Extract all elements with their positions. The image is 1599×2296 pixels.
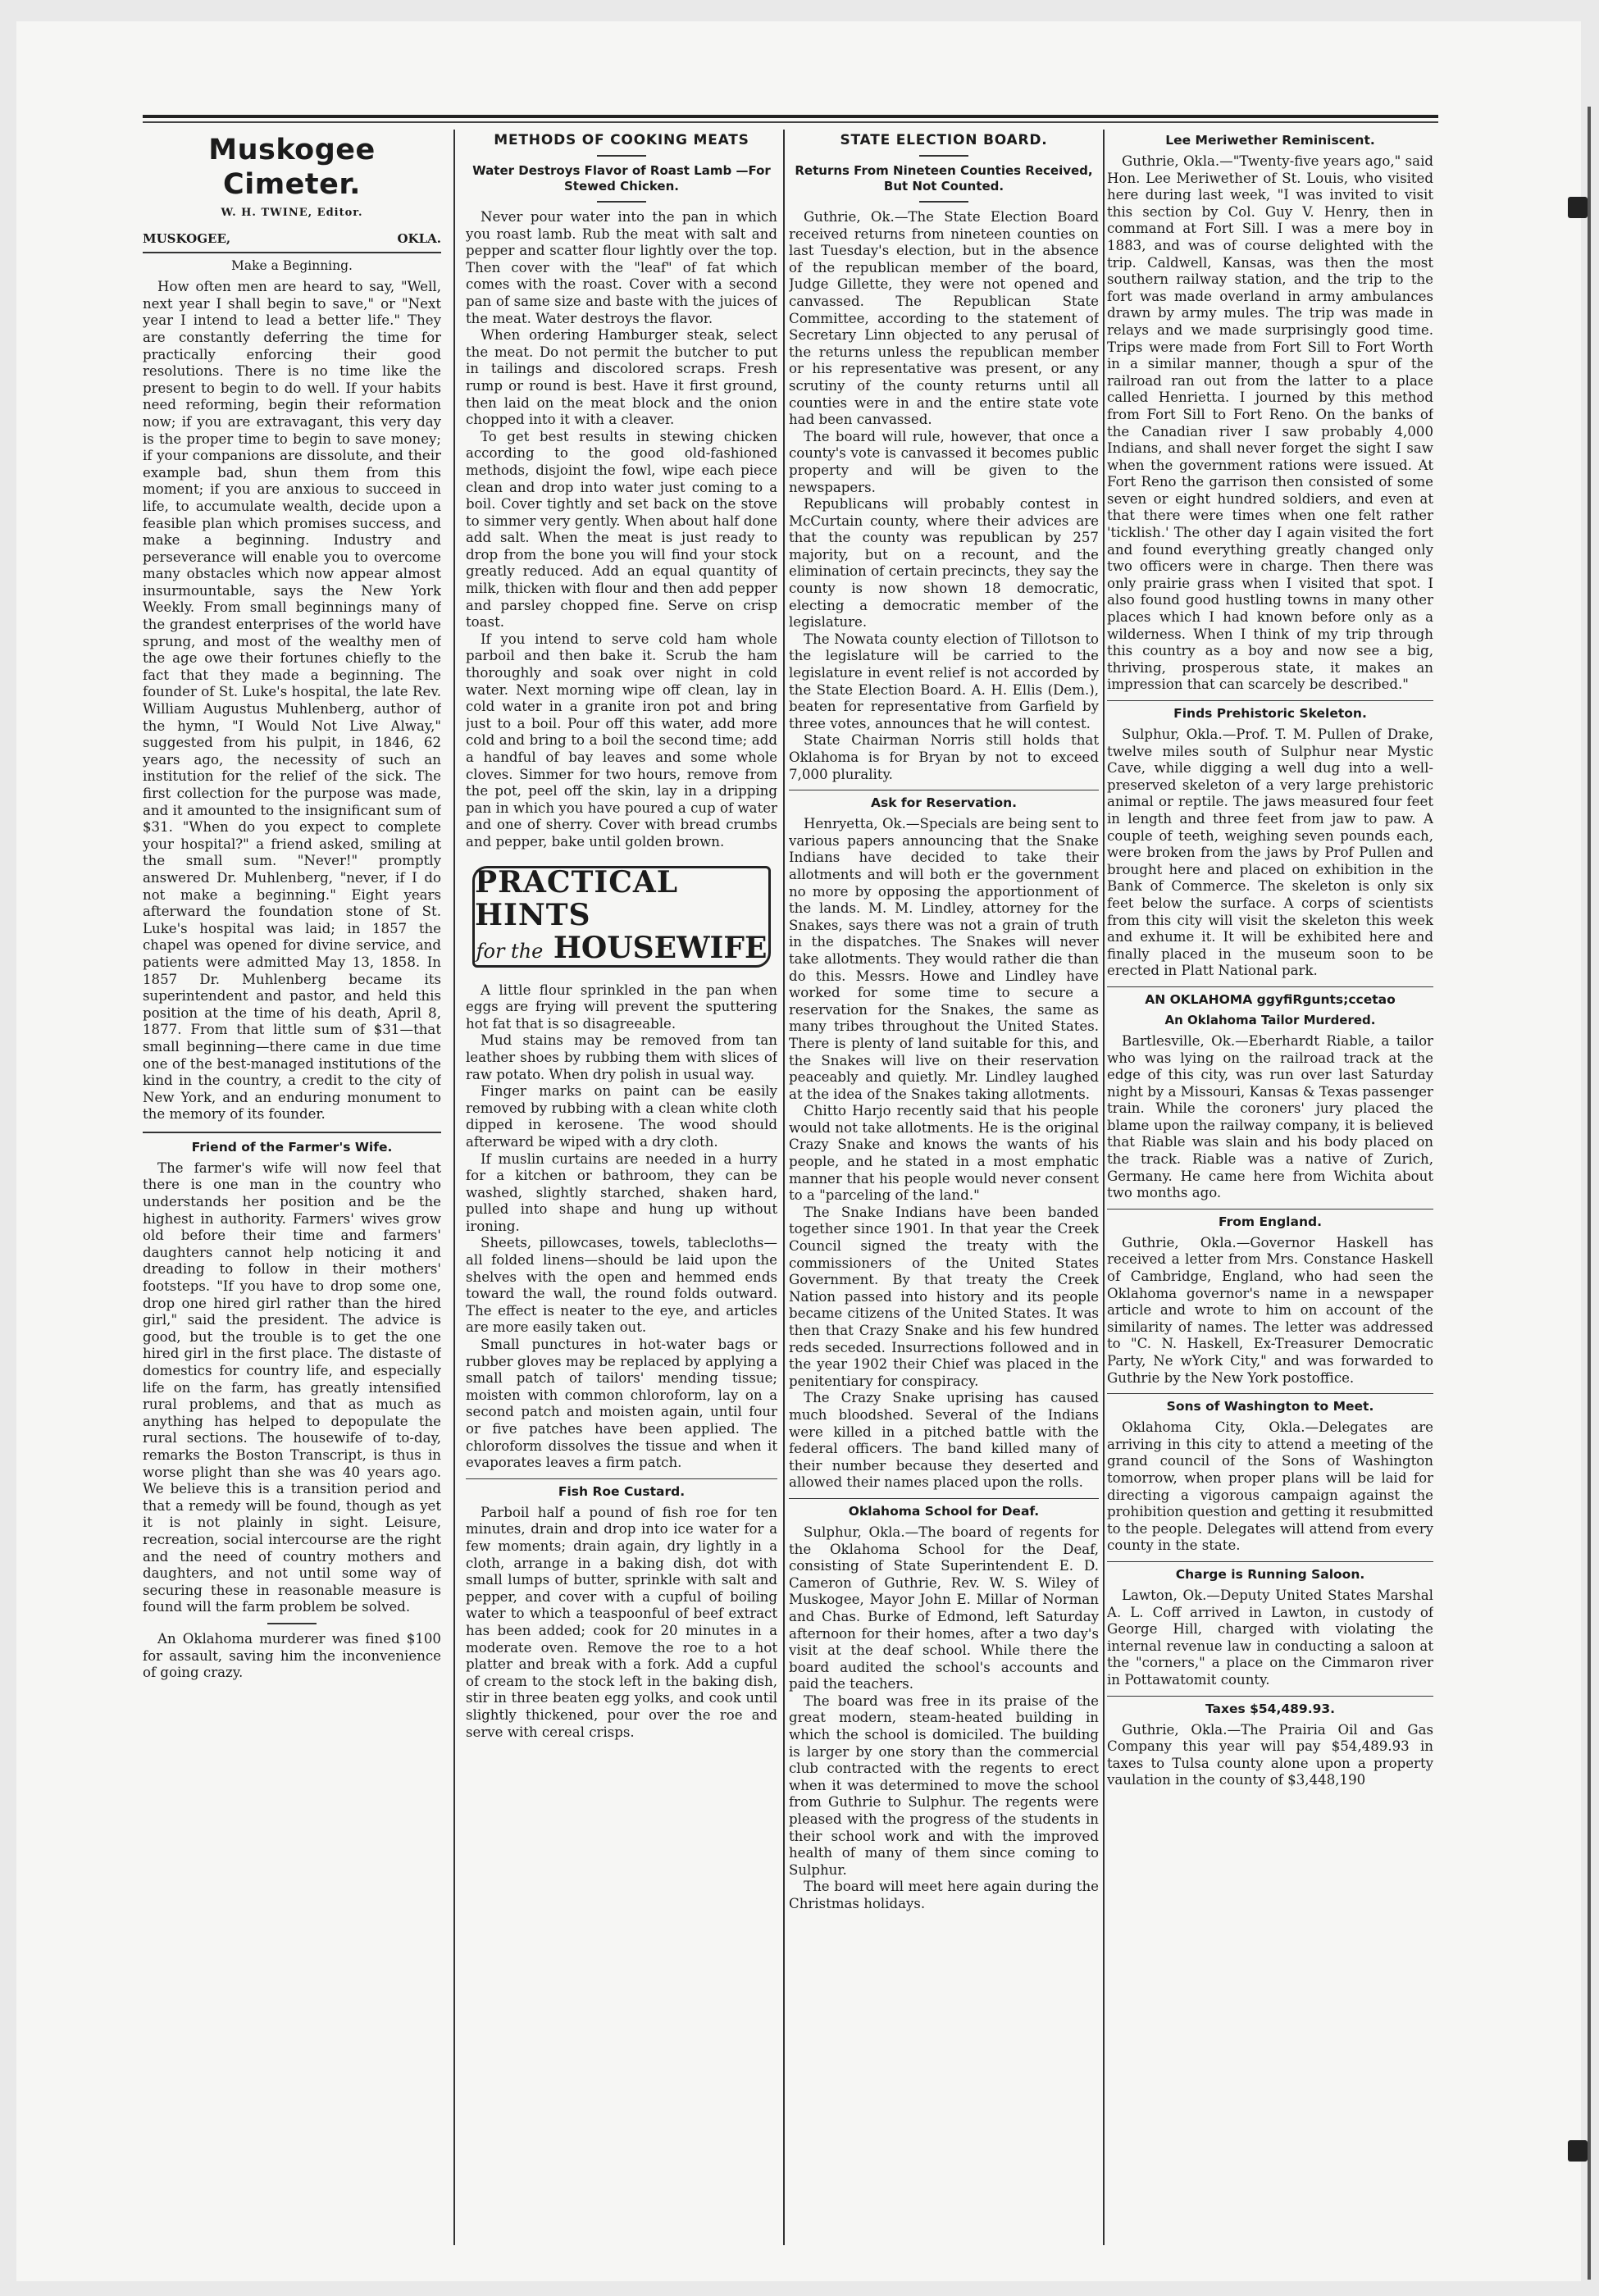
article-subheading: Water Destroys Flavor of Roast Lamb —For Stewed Chicken.	[472, 163, 771, 194]
article-body: The Crazy Snake uprising has caused much bloodshed. Several of the Indians were killed in a pitched battle with the federal officers. The band killed many of their number because they deserted and allowed their names placed upon the rolls.	[789, 1390, 1099, 1491]
article-body: Guthrie, Okla.—The Prairia Oil and Gas Company this year will pay $54,489.93 in taxes to Tulsa county alone upon a property vaulation in the county of $3,448,190	[1107, 1721, 1433, 1788]
article-body: The Snake Indians have been banded together since 1901. In that year the Creek Council signed the treaty with the commissioners of the United States Government. By that treaty the Creek Nation passed into history and its people became citizens of the United States. It was then that Crazy Snake and his few hundred reds seceded. Insurrections followed and in the year 1902 their Chief was placed in the penitentiary for conspiracy.	[789, 1204, 1099, 1389]
article-body: Henryetta, Ok.—Specials are being sent to various papers announcing that the Snake Indians have decided to take their allotments and will both er the government no more by opposing the apportionment of the lands. M. M. Lindley, attorney for the Snakes, says there was not a grain of truth in the dispatches. The Snakes will never take allotments. They would rather die than do this. Messrs. Howe and Lindley have worked for some time to secure a reservation for the Snakes, the same as many tribes throughout the United States. There is plenty of land suitable for this, and the Snakes will live on their reservation peaceably and quietly. Mr. Lindley laughed at the idea of the Snakes taking allotments.	[789, 816, 1099, 1102]
place-left: MUSKOGEE,	[143, 230, 231, 246]
article-body: If you intend to serve cold ham whole parboil and then bake it. Scrub the ham thoroughly and soak over night in cold water. Next morning wipe off clean, lay in cold water in a granite iron pot and bring just to a boil. Pour off this water, add more cold and bring to a boil the second time; add a handful of bay leaves and some whole cloves. Simmer for two hours, remove from the pot, peel off the skin, lay in a dripping pan in which you have poured a cup of water and one of sherry. Cover with bread crumbs and pepper, bake until golden brown.	[466, 631, 777, 850]
short-rule	[597, 155, 646, 157]
article-heading: Lee Meriwether Reminiscent.	[1165, 133, 1375, 148]
article-body: Republicans will probably contest in McCurtain county, where their advices are that the county was republican by 257 majority, but on a recount, and the elimination of certain precincts, they say the county is now shown 18 democratic, electing a democratic member of the legislature.	[789, 496, 1099, 631]
article-body: Sulphur, Okla.—Prof. T. M. Pullen of Drake, twelve miles south of Sulphur near Mystic Cave, while digging a well dug into a well-preserved skeleton of a very large prehistoric animal or reptile. The jaws measured four feet in length and three feet from jaw to paw. A couple of teeth, weighing seven pounds each, were broken from the jaws by Prof Pullen and brought here and placed on exhibition in the Bank of Commerce. The skeleton is only six feet below the surface. A corps of scientists from this city will visit the skeleton this week and exhume it. It will be exhibited here and finally placed in the museum soon to be erected in Platt National park.	[1107, 727, 1433, 979]
article-separator	[143, 1132, 441, 1133]
masthead-title: Muskogee Cimeter.	[208, 134, 376, 201]
page-edge	[1588, 107, 1591, 2280]
practical-hints-banner	[472, 866, 771, 968]
column-2	[466, 130, 777, 2262]
article-body: An Oklahoma murderer was fined $100 for assault, saving him the inconvenience of going crazy.	[143, 1630, 441, 1681]
article-heading: Ask for Reservation.	[870, 795, 1018, 811]
article-separator	[1107, 1696, 1433, 1697]
article-body: Parboil half a pound of fish roe for ten minutes, drain and drop into ice water for a few moments; drain again, dry lightly in a cloth, arrange in a baking dish, dot with small lumps of butter, sprinkle with salt and pepper, and cover with a cupful of boiling water to which a teaspoonful of beef extract has been added; cook for 20 minutes in a moderate oven. Remove the roe to a hot platter and break with a fork. Add a cupful of cream to the stock left in the baking dish, stir in three beaten egg yolks, and cook until slightly thickened, pour over the roe and serve with cereal crisps.	[466, 1504, 777, 1740]
banner-line-2	[476, 932, 768, 968]
article-separator	[1107, 1209, 1433, 1210]
article-heading: Fish Roe Custard.	[558, 1483, 686, 1499]
hint-item: Sheets, pillowcases, towels, tablecloths—all folded linens—should be laid upon the shelves with the open and hemmed ends toward the wall, the round folds outward. The effect is neater to the eye, and articles are more easily taken out.	[466, 1235, 777, 1336]
article-separator	[789, 1498, 1099, 1499]
article-body: Never pour water into the pan in which you roast lamb. Rub the meat with salt and pepper and scatter flour lightly over the top. Then cover with the "leaf" of fat which comes with the roast. Cover with a second pan of same size and baste with the juices of the meat. Water destroys the flavor.	[466, 209, 777, 326]
article-heading: Charge is Running Saloon.	[1175, 1566, 1365, 1582]
article-body: The Nowata county election of Tillotson to the legislature will be carried to the legislature in event relief is not accorded by the State Election Board. A. H. Ellis (Dem.), beaten for representative from Garfield by three votes, announces that he will contest.	[789, 631, 1099, 731]
dateline	[143, 230, 441, 254]
article-subheading: Returns From Nineteen Counties Received, But Not Counted.	[795, 163, 1093, 194]
article-body: State Chairman Norris still holds that Oklahoma is for Bryan by not to exceed 7,000 plurality.	[789, 732, 1099, 782]
hint-item: Finger marks on paint can be easily removed by rubbing with a clean white cloth dipped in kerosene. The wood should afterward be wiped with a dry cloth.	[466, 1083, 777, 1150]
article-heading: Finds Prehistoric Skeleton.	[1173, 706, 1367, 721]
article-body: Chitto Harjo recently said that his people would not take allotments. He is the original Crazy Snake and knows the wants of his people, and he stated in a most emphatic manner that his people would never consent to a "parceling of the land."	[789, 1103, 1099, 1204]
binding-mark	[1568, 197, 1588, 218]
article-separator	[1107, 700, 1433, 701]
article-separator	[1107, 1393, 1433, 1394]
article-body: Sulphur, Okla.—The board of regents for the Oklahoma School for the Deaf, consisting of State Superintendent E. D. Cameron of Guthrie, Rev. W. S. Wiley of Muskogee, Mayor John E. Millar of Norman and Chas. Burke of Edmond, left Saturday afternoon for their homes, after a two day's visit at the deaf school. While there the board audited the school's accounts and paid the teachers.	[789, 1524, 1099, 1692]
short-rule	[919, 155, 968, 157]
article-heading: Make a Beginning.	[231, 258, 353, 274]
column-1	[143, 130, 441, 2262]
hint-item: Small punctures in hot-water bags or rubber gloves may be replaced by applying a small patch of tailors' mending tissue; moisten with common chloroform, lay on a second patch and moisten again, until four or five patches have been applied. The chloroform dissolves the tissue and when it evaporates leaves a firm patch.	[466, 1337, 777, 1471]
article-separator	[1107, 1561, 1433, 1562]
article-body: Bartlesville, Ok.—Eberhardt Riable, a tailor who was lying on the railroad track at the edge of this city, was run over last Saturday night by a Missouri, Kansas & Texas passenger train. While the coroners' jury placed the blame upon the railway company, it is believed that Riable was slain and his body placed on the track. Riable was a native of Zurich, Germany. He came here from Wichita about two months ago.	[1107, 1032, 1433, 1201]
banner-for: for the	[476, 939, 544, 963]
short-rule	[267, 1623, 317, 1624]
hint-item: Mud stains may be removed from tan leather shoes by rubbing them with slices of raw potato. When dry polish in usual way.	[466, 1032, 777, 1082]
article-heading: From England.	[1219, 1214, 1322, 1229]
article-heading: STATE ELECTION BOARD.	[840, 132, 1048, 148]
article-body: Guthrie, Okla.—Governor Haskell has received a letter from Mrs. Constance Haskell of Cambridge, England, who had seen the Oklahoma governor's name in a newspaper article and wrote to him on account of the similarity of names. The letter was addressed to "C. N. Haskell, Ex-Treasurer Democratic Party, Ne wYork City," and was forwarded to Guthrie by the New York postoffice.	[1107, 1234, 1433, 1386]
article-separator	[1107, 986, 1433, 987]
article-subheading: An Oklahoma Tailor Murdered.	[1164, 1012, 1376, 1027]
column-rule	[453, 130, 455, 2245]
short-rule	[597, 201, 646, 203]
article-body: How often men are heard to say, "Well, next year I shall begin to save," or "Next year I intend to lead a better life." They are constantly deferring the time for practically enforcing their good resolutions. There is no time like the present to begin to do well. If your habits need reforming, begin their reformation now; if you are extravagant, this very day is the proper time to begin to save money; if your companions are dissolute, and their example bad, shun them from this moment; if you are anxious to succeed in life, to accumulate wealth, decide upon a feasible plan which promises success, and make a beginning. Industry and perseverance will enable you to overcome many obstacles which now appear almost insurmountable, says the New York Weekly. From small beginnings many of the grandest enterprises of the world have sprung, and most of the wealthy men of the age owe their fortunes chiefly to the fact that they made a beginning. The founder of St. Luke's hospital, the late Rev. William Augustus Muhlenberg, author of the hymn, "I Would Not Live Alway," suggested from his pulpit, in 1846, 62 years ago, the necessity of such an institution for the relief of the sick. The first collection for the purpose was made, and it amounted to the insignificant sum of $31. "When do you expect to complete your hospital?" a friend asked, smiling at the small sum. "Never!" promptly answered Dr. Muhlenberg, "never, if I do not make a beginning." Eight years afterward the foundation stone of St. Luke's hospital was laid; in 1857 the chapel was opened for divine service, and patients were admitted May 13, 1858. In 1857 Dr. Muhlenberg became its superintendent and pastor, and held this position at the time of his death, April 8, 1877. From that little sum of $31—that small beginning—there came in due time one of the best-managed institutions of the kind in the country, a credit to the city of New York, and an enduring monument to the memory of its founder.	[143, 279, 441, 1123]
article-body: When ordering Hamburger steak, select the meat. Do not permit the butcher to put in tailings and discolored scraps. Fresh rump or round is best. Have it first ground, then laid on the meat block and the onion chopped into it with a cleaver.	[466, 327, 777, 428]
hint-item: If muslin curtains are needed in a hurry for a kitchen or bathroom, they can be washed, slightly starched, shaken hard, pulled into shape and hung up without ironing.	[466, 1150, 777, 1234]
article-heading: METHODS OF COOKING MEATS	[494, 132, 749, 148]
masthead-editor: W. H. TWINE, Editor.	[221, 207, 363, 219]
binding-mark	[1568, 2140, 1588, 2162]
place-right: OKLA.	[397, 230, 441, 246]
article-body: Lawton, Ok.—Deputy United States Marshal A. L. Coff arrived in Lawton, in custody of George Hill, charged with violating the internal revenue law in conducting a saloon at the "corners," a place on the Cimmaron river in Pottawatomit county.	[1107, 1587, 1433, 1688]
article-body: The farmer's wife will now feel that there is one man in the country who understands her position and be the highest in authority. Farmers' wives grow old before their time and farmers' daughters cannot help noticing it and dreading to follow in their mothers' footsteps. "If you have to drop some one, drop one hired girl rather than the hired girl," said the president. The advice is good, but the trouble is to get the one hired girl in the first place. The distaste of domestics for country life, and especially life on the farm, has greatly intensified rural problems, and that as much as anything has helped to depopulate the rural sections. The housewife of to-day, remarks the Boston Transcript, is thus in worse plight than she was 40 years ago. We believe this is a transition period and that a remedy will be found, though as yet it is not plainly in sight. Leisure, recreation, social intercourse are the right and the need of country mothers and daughters, and not until some way of securing these in reasonable measure is found will the farm problem be solved.	[143, 1159, 441, 1615]
article-body: Oklahoma City, Okla.—Delegates are arriving in this city to attend a meeting of the grand council of the Sons of Washington tomorrow, when proper plans will be laid for directing a vigorous campaign against the prohibition question and getting it resubmitted to the people. Delegates will attend from every county in the state.	[1107, 1419, 1433, 1554]
column-rule	[783, 130, 785, 2245]
hint-item: A little flour sprinkled in the pan when eggs are frying will prevent the sputtering hot fat that is so disagreeable.	[466, 982, 777, 1032]
article-body: The board was free in its praise of the great modern, steam-heated building in which the school is domiciled. The building is larger by one story than the commercial club contracted with the regents to erect when it was determined to move the school from Guthrie to Sulphur. The regents were pleased with the progress of the students in their school work and with the improved health of many of them since coming to Sulphur.	[789, 1692, 1099, 1878]
banner-line-1: PRACTICAL HINTS	[475, 864, 679, 932]
column-4	[1107, 130, 1433, 2262]
article-heading: Friend of the Farmer's Wife.	[191, 1139, 393, 1155]
article-body: The board will meet here again during the Christmas holidays.	[789, 1879, 1099, 1911]
article-body: The board will rule, however, that once a county's vote is canvassed it becomes public property and will be given to the newspapers.	[789, 428, 1099, 495]
banner-housewife: HOUSEWIFE	[553, 930, 768, 965]
article-heading: Oklahoma School for Deaf.	[848, 1503, 1040, 1519]
article-body: Guthrie, Ok.—The State Election Board received returns from nineteen counties on last Tuesday's election, but in the absence of the republican member of the board, Judge Gillette, they were not opened and canvassed. The Republican State Committee, according to the statement of Secretary Linn objected to any perusal of the returns unless the republican member or his representative was present, or any scrutiny of the county returns until all counties were in and the entire state vote had been canvassed.	[789, 209, 1099, 428]
article-separator	[466, 1478, 777, 1479]
top-rule	[143, 115, 1438, 118]
article-body: Guthrie, Okla.—"Twenty-five years ago," said Hon. Lee Meriwether of St. Louis, who visited here during last week, "I was invited to visit this section by Col. Guy V. Henry, then in command at Fort Sill. I was a mere boy in 1883, and was of course delighted with the trip. Caldwell, Kansas, was then the most southern railway station, and the trip to the fort was made overland in army ambulances drawn by army mules. The trip was made in relays and we made surprisingly good time. Trips were made from Fort Sill to Fort Worth in a similar manner, though a spur of the railroad ran out from the latter to a place called Henrietta. I journed by this method from Fort Sill to Fort Reno. On the banks of the Canadian river I saw probably 4,000 Indians, and shall never forget the sight I saw when the government rations were issued. At Fort Reno the garrison then consisted of some seven or eight hundred soldiers, and even at that there were times when one felt rather 'ticklish.' The other day I again visited the fort and found everything greatly changed only two officers were in charge. Then there was only prairie grass when I visited that spot. I also found good hustling towns in many other places which I had known before only as a wilderness. When I think of my trip through this country as a boy and now see a big, thriving, prosperous state, it makes an impression that can scarcely be described."	[1107, 153, 1433, 693]
article-heading: Taxes $54,489.93.	[1205, 1701, 1336, 1716]
article-heading: AN OKLAHOMA ggyfiRgunts;ccetao	[1145, 991, 1396, 1007]
short-rule	[919, 201, 968, 203]
top-rule-thin	[143, 121, 1438, 123]
article-body: To get best results in stewing chicken according to the good old-fashioned methods, disjoint the fowl, wipe each piece clean and drop into water just coming to a boil. Cover tightly and set back on the stove to simmer very gently. When about half done add salt. When the meat is just ready to drop from the bone you will find your stock greatly reduced. Add an equal quantity of milk, thicken with flour and then add pepper and parsley chopped fine. Serve on crisp toast.	[466, 428, 777, 631]
column-3	[789, 130, 1099, 2262]
article-heading: Sons of Washington to Meet.	[1166, 1399, 1374, 1414]
column-rule	[1103, 130, 1105, 2245]
